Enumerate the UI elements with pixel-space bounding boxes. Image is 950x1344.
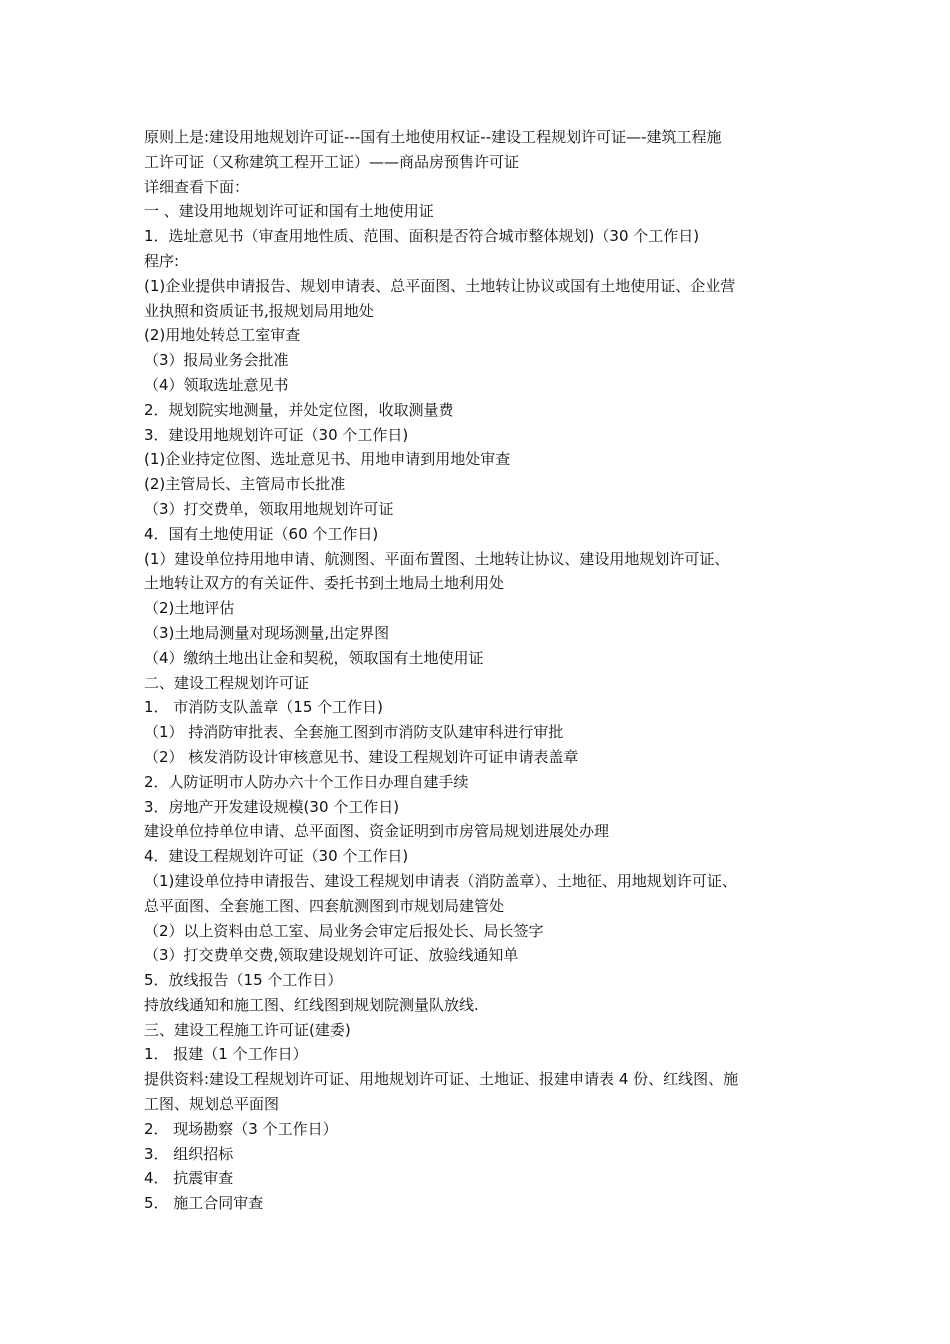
text-line: 4．国有土地使用证（60 个工作日) [144,524,379,543]
text-line: (1)企业提供申请报告、规划申请表、总平面图、土地转让协议或国有土地使用证、企业营 [144,276,736,295]
text-line: 5．放线报告（15 个工作日） [144,971,343,990]
text-line: 提供资料:建设工程规划许可证、用地规划许可证、土地证、报建申请表 4 份、红线图、施 [144,1070,739,1089]
text-line: 5． 施工合同审查 [144,1194,264,1213]
text-line: 总平面图、全套施工图、四套航测图到市规划局建管处 [144,896,505,915]
text-line: (2)用地处转总工室审查 [144,326,301,345]
text-line: 1． 市消防支队盖章（15 个工作日) [144,698,384,717]
text-line: （2） 核发消防设计审核意见书、建设工程规划许可证申请表盖章 [144,747,579,766]
text-line: （2)土地评估 [144,599,235,618]
text-line: 3．建设用地规划许可证（30 个工作日) [144,425,409,444]
text-line: （3）打交费单，领取用地规划许可证 [144,499,394,518]
text-line: 程序: [144,251,180,270]
text-line: 原则上是:建设用地规划许可证---国有土地使用权证--建设工程规划许可证—-建筑工程施 [144,128,722,146]
text-line: （3）打交费单交费,领取建设规划许可证、放验线通知单 [144,946,519,965]
text-line: (1）建设单位持用地申请、航测图、平面布置图、土地转让协议、建设用地规划许可证、 [144,549,730,568]
text-line: (2)主管局长、主管局市长批准 [144,475,346,494]
text-line: 工图、规划总平面图 [144,1095,280,1114]
text-line: 建设单位持单位申请、总平面图、资金证明到市房管局规划进展处办理 [144,822,610,841]
text-line: (1)企业持定位图、选址意见书、用地申请到用地处审查 [144,450,511,469]
text-line: 持放线通知和施工图、红线图到规划院测量队放线. [144,995,479,1014]
text-line: 3．房地产开发建设规模(30 个工作日) [144,797,400,816]
text-line: （4）领取选址意见书 [144,375,289,394]
text-line: 二、建设工程规划许可证 [144,673,310,692]
text-line: 1． 报建（1 个工作日） [144,1045,308,1064]
text-line: 4． 抗震审查 [144,1169,234,1188]
text-line: 2．人防证明市人防办六十个工作日办理自建手续 [144,772,469,791]
text-line: 工许可证（又称建筑工程开工证）——商品房预售许可证 [144,152,520,171]
text-line: 一 、建设用地规划许可证和国有土地使用证 [144,202,434,221]
text-line: （4）缴纳土地出让金和契税，领取国有土地使用证 [144,648,484,667]
text-line: （1） 持消防审批表、全套施工图到市消防支队建审科进行审批 [144,723,564,742]
text-line: 土地转让双方的有关证件、委托书到土地局土地利用处 [144,574,505,593]
text-line: 2．规划院实地测量，并处定位图，收取测量费 [144,400,454,419]
text-line: （3)土地局测量对现场测量,出定界图 [144,623,390,642]
text-line: 三、建设工程施工许可证(建委) [144,1020,351,1039]
text-line: 4．建设工程规划许可证（30 个工作日) [144,847,409,866]
text-line: （2）以上资料由总工室、局业务会审定后报处长、局长签字 [144,921,544,940]
text-line: 3． 组织招标 [144,1144,234,1163]
text-line: （1)建设单位持申请报告、建设工程规划申请表（消防盖章）、土地征、用地规划许可证、 [144,871,737,890]
text-line: 2． 现场勘察（3 个工作日） [144,1119,338,1138]
text-line: 1．选址意见书（审查用地性质、范围、面积是否符合城市整体规划)（30 个工作日) [144,227,700,246]
text-line: （3）报局业务会批准 [144,351,289,370]
text-line: 详细查看下面： [144,177,250,196]
document-body [144,125,824,1216]
text-line: 业执照和资质证书,报规划局用地处 [144,301,374,320]
